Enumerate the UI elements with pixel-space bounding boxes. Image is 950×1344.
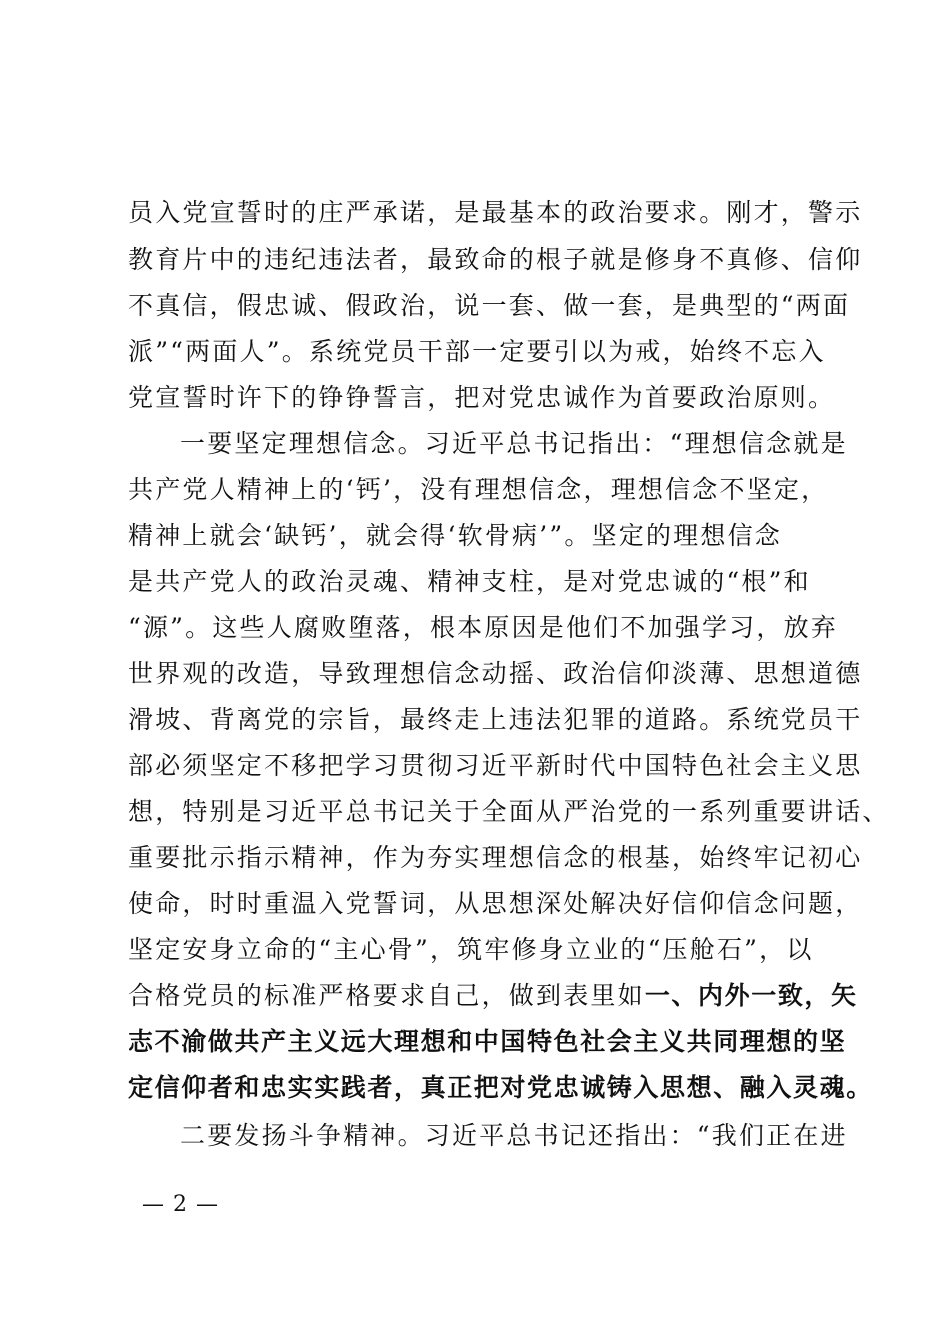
- body-text-line: 不真信，假忠诚、假政治，说一套、做一套，是典型的“两面: [128, 291, 851, 320]
- body-text-line: 使命，时时重温入党誓词，从思想深处解决好信仰信念问题，: [128, 889, 863, 918]
- page-number: — 2 —: [142, 1192, 219, 1217]
- bold-text-line: 志不渝做共产主义远大理想和中国特色社会主义共同理想的坚: [128, 1027, 847, 1056]
- paragraph-first-line: 一要坚定理想信念。习近平总书记指出：“理想信念就是: [180, 429, 848, 458]
- body-text-line: 共产党人精神上的‘钙’，没有理想信念，理想信念不坚定，: [128, 475, 829, 504]
- body-text-line: 部必须坚定不移把学习贯彻习近平新时代中国特色社会主义思: [128, 751, 863, 780]
- paragraph-first-line: 二要发扬斗争精神。习近平总书记还指出：“我们正在进: [180, 1121, 848, 1150]
- bold-text-line: 定信仰者和忠实实践者，真正把对党忠诚铸入思想、融入灵魂。: [128, 1073, 873, 1102]
- body-text-line: 派”“两面人”。系统党员干部一定要引以为戒，始终不忘入: [128, 337, 826, 366]
- bold-text-segment: 一、内外一致，矢: [644, 981, 858, 1010]
- body-text-line: 员入党宣誓时的庄严承诺，是最基本的政治要求。刚才，警示: [128, 198, 863, 227]
- body-text-line: 滑坡、背离党的宗旨，最终走上违法犯罪的道路。系统党员干: [128, 705, 863, 734]
- body-text-line: 坚定安身立命的“主心骨”，筑牢修身立业的“压舱石”，以: [128, 935, 814, 964]
- body-text-line: 重要批示指示精神，作为夯实理想信念的根基，始终牢记初心: [128, 843, 863, 872]
- body-text-line: 世界观的改造，导致理想信念动摇、政治信仰淡薄、思想道德: [128, 659, 863, 688]
- body-text-line: 想，特别是习近平总书记关于全面从严治党的一系列重要讲话、: [128, 797, 890, 826]
- body-text-line: “源”。这些人腐败堕落，根本原因是他们不加强学习，放弃: [128, 613, 838, 642]
- body-text-line: 精神上就会‘缺钙’，就会得‘软骨病’”。坚定的理想信念: [128, 521, 782, 550]
- body-text-line: 是共产党人的政治灵魂、精神支柱，是对党忠诚的“根”和: [128, 567, 811, 596]
- mixed-text-line: [128, 973, 858, 1019]
- body-text-segment: 合格党员的标准严格要求自己，做到表里如: [128, 981, 645, 1010]
- body-text-line: 教育片中的违纪违法者，最致命的根子就是修身不真修、信仰: [128, 245, 863, 274]
- body-text-line: 党宣誓时许下的铮铮誓言，把对党忠诚作为首要政治原则。: [128, 383, 836, 412]
